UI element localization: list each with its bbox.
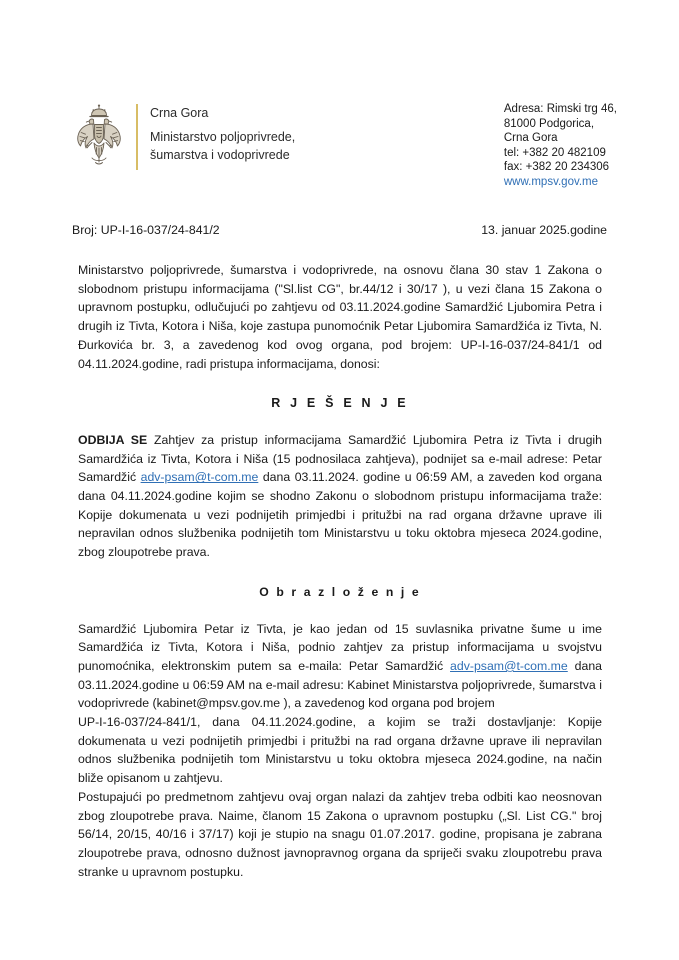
ministry-website-link[interactable]: www.mpsv.gov.me [503, 175, 599, 188]
explanation-heading: O b r a z l o ž e n j e [259, 584, 421, 599]
applicant-email-link-2[interactable]: adv-psam@t-com.me [450, 658, 568, 673]
ministry-branding [72, 100, 295, 174]
explanation-paragraph-1-continued: UP-I-16-037/24-841/1, dana 04.11.2024.godine, a kojim se traži dostavljanje: Kopije dokumenata u vezi podnijetih primjedbi i pritužbi na rad organa državne uprave ili nepravilan odnos službenika podnijetih tom Ministarstvu u toku oktobra mjeseca 2024.godine, na način bliže opisanom u zahtjevu. [78, 715, 602, 786]
explanation-text-part-2: dana 03.11.2024.godine u 06:59 AM na e-mail adresu: Kabinet Ministarstva poljoprivrede, šumarstva i vodoprivrede (kabinet@mpsv.gov.me ), a zavedenog kod organa pod brojem [78, 658, 602, 711]
explanation-paragraph-2: Postupajući po predmetnom zahtjevu ovaj organ nalazi da zahtjev treba odbiti kao neosnovan zbog zloupotrebe prava. Naime, članom 15 Zakona o upravnom postupku („Sl. List CG." broj 56/14, 20/15, 40/16 i 37/17) koji je stupio na snagu 01.07.2017. godine, propisana je zabrana zloupotrebe prava, odnosno dužnost javnopravnog organa da spriječi svaku zloupotrebu prava stranke u upravnom postupku. [78, 789, 602, 879]
montenegro-coat-of-arms-icon [72, 102, 126, 174]
decision-paragraph [78, 431, 602, 562]
fax-line: fax: +382 20 234306 [503, 161, 610, 173]
intro-paragraph: Ministarstvo poljoprivrede, šumarstva i vodoprivrede, na osnovu člana 30 stav 1 Zakona o slobodnom pristupu informacijama ("Sl.list CG", br.44/12 i 30/17 ), u vezi člana 15 Zakona o upravnom postupku, odlučujući po zahtjevu od 03.11.2024.godine Samardžić Ljubomira Petra i drugih iz Tivta, Kotora i Niša, koje zastupa punomoćnik Petar Ljubomira Samardžića iz Tivta, N. Đurkovića br. 3, a zavedenog kod ovog organa, pod brojem: UP-I-16-037/24-841/1 od 04.11.2024.godine, radi pristupa informacijama, donosi: [78, 263, 602, 371]
ministry-name-line-1: Ministarstvo poljoprivrede, [150, 130, 296, 144]
reference-number: Broj: UP-I-16-037/24-841/2 [72, 223, 220, 237]
letterhead [0, 100, 679, 189]
contact-block [504, 100, 617, 189]
explanation-paragraph-1 [78, 620, 602, 714]
address-line-2: 81000 Podgorica, [503, 117, 595, 130]
ministry-name-block [150, 100, 295, 164]
brand-divider [136, 104, 138, 170]
explanation-text-part-1: Samardžić Ljubomira Petar iz Tivta, je kao jedan od 15 suvlasnika privatne šume u ime Samardžića iz Tivta, Kotora i Niša, podnio zahtjev za pristup informacijama u svojstvu punomoćnika, elektronskim putem sa e-maila: Petar Samardžić [78, 621, 602, 673]
applicant-email-link-1[interactable]: adv-psam@t-com.me [140, 470, 259, 485]
telephone-line: tel: +382 20 482109 [503, 146, 606, 159]
decision-heading: R J E Š E N J E [271, 396, 409, 411]
address-line-3: Crna Gora [503, 132, 558, 144]
reference-row [72, 222, 607, 238]
document-body [78, 261, 602, 881]
decision-text-part-1: Zahtjev za pristup informacijama Samardžić Ljubomira Petra iz Tivta i drugih Samardžića iz Tivta, Kotora i Niša (15 podnosilaca zahtjeva), podnijet sa e-mail adrese: Petar Samardžić [78, 432, 603, 485]
ministry-name-line-2: šumarstva i vodoprivrede [150, 148, 290, 162]
address-line-1: Adresa: Rimski trg 46, [503, 103, 617, 115]
country-name: Crna Gora [150, 106, 209, 120]
decision-text-part-2: dana 03.11.2024. godine u 06:59 AM, a zaveden kod organa dana 04.11.2024.godine kojim se shodno Zakonu o slobodnom pristupu informacijama traže: Kopije dokumenata u vezi podnijetih primjedbi i pritužbi na rad organa državne uprave ili nepravilan odnos službenika podnijetih tom Ministarstvu u toku oktobra mjeseca 2024.godine, zbog zloupotrebe prava. [78, 470, 602, 560]
decision-lead-bold: ODBIJA SE [78, 432, 148, 447]
document-date: 13. januar 2025.godine [481, 223, 607, 237]
